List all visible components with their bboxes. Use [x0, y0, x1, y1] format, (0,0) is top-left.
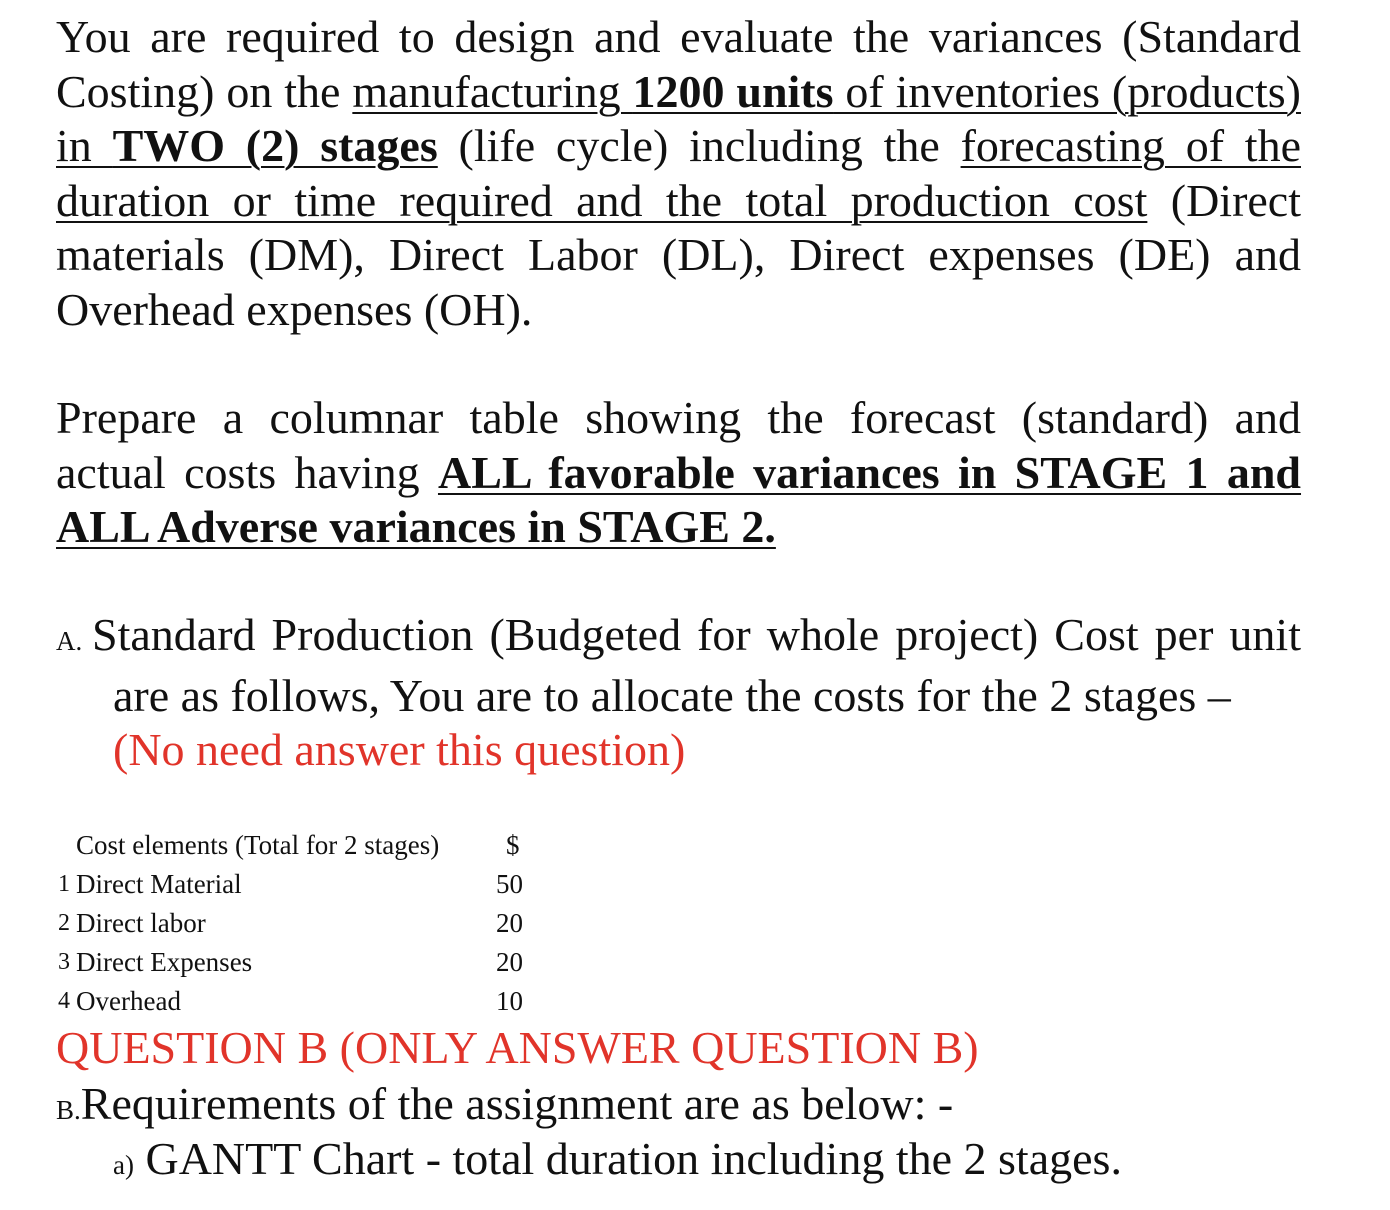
cost-row-label: Overhead [76, 986, 181, 1016]
cost-row-value: 50 [496, 869, 523, 899]
cost-row-number: 4 [58, 988, 70, 1014]
item-a-line1 [56, 608, 1301, 669]
item-a-line1-text: Standard Production (Budgeted for whole project) Cost per unit [92, 609, 1301, 660]
cost-table [56, 826, 536, 1021]
cost-row-value: 20 [496, 908, 523, 938]
cost-row-label: Direct Material [76, 869, 242, 899]
item-b-a-marker: a) [113, 1150, 134, 1180]
item-b-marker: B. [56, 1095, 81, 1125]
intro-underline-units: 1200 units [632, 65, 834, 117]
intro-text-3: (Direct materials (DM), Direct Labor (DL), Direct expenses (DE) and Overhead expenses (OH). [56, 174, 1301, 335]
cost-row-number: 3 [58, 949, 70, 975]
item-b-a-text: GANTT Chart - total duration including the 2 stages. [145, 1133, 1122, 1184]
cost-row-number: 2 [58, 910, 70, 936]
cost-row-value: 10 [496, 986, 523, 1016]
cost-row [56, 982, 536, 1021]
cost-header-label: Cost elements (Total for 2 stages) [76, 830, 440, 860]
intro-underline-manufacturing: manufacturing [352, 65, 633, 117]
item-b-a [113, 1132, 1122, 1192]
intro-underline-forecasting: forecasting of the duration or time required and the total production cost [56, 120, 1301, 226]
cost-row-label: Direct labor [76, 908, 206, 938]
intro-underline-inventories: of inventories (products) in [56, 65, 1301, 171]
cost-header-value: $ [506, 830, 520, 860]
cost-row-number: 1 [58, 871, 70, 897]
item-a-marker: A. [56, 626, 83, 656]
cost-row-value: 20 [496, 947, 523, 977]
cost-row [56, 943, 536, 982]
cost-row-label: Direct Expenses [76, 947, 253, 977]
intro-paragraph [56, 10, 1301, 337]
intro-text-2: (life cycle) including the [437, 120, 961, 171]
cost-row [56, 865, 536, 904]
item-a-note: (No need answer this question) [113, 724, 686, 775]
prepare-text: Prepare a columnar table showing the forecast (standard) and actual costs having [56, 392, 1301, 498]
intro-text-1: You are required to design and evaluate the variances (Standard Costing) on the [56, 11, 1301, 117]
item-a [56, 608, 1301, 778]
cost-table-header [56, 826, 536, 865]
cost-row [56, 904, 536, 943]
item-a-line2: are as follows, You are to allocate the costs for the 2 stages – [113, 669, 1231, 721]
prepare-paragraph [56, 391, 1301, 555]
item-b-text: Requirements of the assignment are as below: - [80, 1078, 954, 1129]
intro-underline-stages: TWO (2) stages [112, 120, 438, 171]
prepare-emphasis: ALL favorable variances in STAGE 1 and ALL Adverse variances in STAGE 2. [56, 446, 1302, 552]
item-b [56, 1077, 953, 1137]
question-b-heading: QUESTION B (ONLY ANSWER QUESTION B) [56, 1022, 979, 1073]
